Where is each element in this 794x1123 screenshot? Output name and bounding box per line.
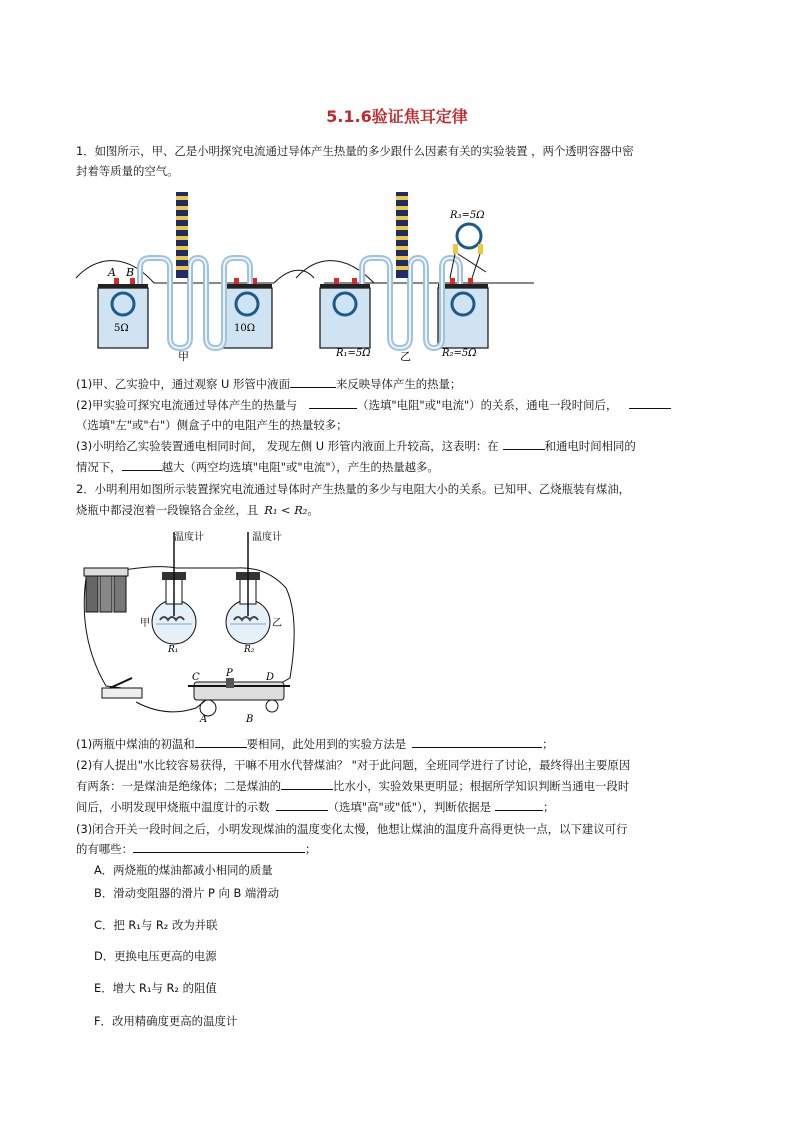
q2-part3-line1: (3)闭合开关一段时间之后，小明发现煤油的温度变化太慢，他想让煤油的温度升高得更快一点，以下建议可行: [76, 822, 628, 836]
option-e[interactable]: E．增大 R₁与 R₂ 的阻值: [94, 981, 217, 995]
r3-label: R₃=5Ω: [450, 210, 485, 221]
q2-p1-blank2[interactable]: [412, 736, 542, 748]
q1-p2-text-a: (2)甲实验可探究电流通过导体产生的热量与: [76, 398, 298, 412]
rheostat-b-label: B: [246, 714, 254, 725]
q1-part1: [76, 375, 461, 393]
q2-p3-text-c: ；: [304, 842, 317, 856]
q2-stem-line1: 2．小明利用如图所示装置探究电流通过导体时产生热量的多少与电阻大小的关系。已知甲、乙烧瓶装有煤油，: [76, 482, 630, 496]
q2-p2-text-f: ；: [543, 800, 555, 814]
page-title: 5.1.6验证焦耳定律: [326, 107, 468, 126]
option-f[interactable]: F．改用精确度更高的温度计: [94, 1014, 238, 1028]
q1-p1-text-a: (1)甲、乙实验中，通过观察 U 形管中液面: [76, 377, 290, 391]
q1-part2-line2: （选填"左"或"右"）侧盒子中的电阻产生的热量较多；: [76, 418, 348, 432]
q1-p3-text-c: 情况下，: [76, 460, 122, 474]
q2-p2-blank2[interactable]: [276, 799, 328, 811]
r-left-label: 5Ω: [114, 323, 129, 334]
q2-p2-blank3[interactable]: [495, 799, 543, 811]
q1-p3-text-b: 和通电时间相同的: [544, 439, 636, 453]
q2-p2-blank1[interactable]: [281, 778, 333, 790]
q2-part2-line2: [76, 777, 629, 795]
q1-p3-text-d: 越大（两空均选填"电阻"或"电流"），产生的热量越多。: [161, 460, 439, 474]
q2-apparatus-figure: [76, 528, 306, 728]
q2-part2-line1: (2)有人提出"水比较容易获得，干嘛不用水代替煤油？ "对于此问题，全班同学进行了讨论，最终得出主要原因: [76, 758, 631, 772]
option-c[interactable]: C．把 R₁与 R₂ 改为并联: [94, 918, 218, 932]
q1-p1-text-b: 来反映导体产生的热量；: [335, 377, 462, 391]
label-b: B: [126, 266, 135, 279]
q1-p1-blank[interactable]: [290, 376, 336, 388]
option-d[interactable]: D．更换电压更高的电源: [94, 949, 217, 963]
r2-label: R₂=5Ω: [442, 348, 477, 359]
thermo-left-label: 温度计: [174, 532, 204, 543]
flask-yi-label: 乙: [272, 618, 282, 629]
q1-p3-blank2[interactable]: [122, 459, 162, 471]
q1-part2-line1: [76, 396, 671, 414]
fig-jia-caption: 甲: [178, 350, 189, 363]
q1-apparatus-figure: [74, 188, 544, 368]
q2-p3-blank[interactable]: [133, 841, 305, 853]
q2-p2-text-b: 有两条：一是煤油是绝缘体；二是煤油的: [76, 779, 282, 793]
q2-p1-text-a: (1)两瓶中煤油的初温和: [76, 737, 195, 751]
q1-p2-blank1[interactable]: [309, 397, 357, 409]
q1-p2-blank2[interactable]: [629, 397, 671, 409]
q2-p1-text-c: ；: [542, 737, 554, 751]
rheostat-d-label: D: [266, 672, 275, 683]
thermo-right-label: 温度计: [252, 532, 282, 543]
q2-stem-line2: [76, 501, 319, 519]
q2-p2-text-e: （选填"高"或"低"），判断依据是: [327, 800, 491, 814]
r-right-label: 10Ω: [234, 323, 256, 334]
label-a: A: [108, 266, 116, 279]
flask-r2-label: R₂: [244, 645, 255, 655]
option-a[interactable]: A．两烧瓶的煤油都减小相同的质量: [94, 863, 273, 877]
q2-p1-text-b: 要相同，此处用到的实验方法是: [246, 737, 407, 751]
q2-part3-line2: [76, 840, 316, 858]
option-b[interactable]: B．滑动变阻器的滑片 P 向 B 端滑动: [94, 886, 280, 900]
q2-p2-text-d: 间后，小明发现甲烧瓶中温度计的示数: [76, 800, 270, 814]
q1-p3-blank1[interactable]: [503, 438, 545, 450]
r1-label: R₁=5Ω: [336, 348, 371, 359]
q1-stem-line1: 1．如图所示，甲、乙是小明探究电流通过导体产生热量的多少跟什么因素有关的实验装置 ，两个透明容器中密: [76, 144, 634, 158]
q1-part3-line2: [76, 458, 439, 476]
rheostat-a-label: A: [200, 714, 208, 725]
q2-part1: [76, 735, 554, 753]
rheostat-p-label: P: [226, 668, 233, 679]
q1-p2-text-b: （选填"电阻"或"电流"）的关系，通电一段时间后，: [357, 398, 618, 412]
fig-yi-caption: 乙: [400, 350, 411, 363]
fig-yi: [296, 192, 534, 363]
q1-part3-line1: [76, 437, 636, 455]
flask-jia-label: 甲: [140, 618, 150, 629]
q2-stem-text: 烧瓶中都浸泡着一段镍铬合金丝，且: [76, 503, 259, 517]
q2-p2-text-c: 比水小，实验效果更明显；根据所学知识判断当通电一段时: [333, 779, 630, 793]
q2-p1-blank1[interactable]: [195, 736, 247, 748]
rheostat-c-label: C: [192, 672, 200, 683]
q2-part2-line3: [76, 798, 554, 816]
fig-jia: [76, 192, 314, 363]
q2-p3-text-b: 的有哪些：: [76, 842, 133, 856]
q2-stem-math: R₁ < R₂: [264, 503, 308, 517]
q1-p3-text-a: (3)小明给乙实验装置通电相同时间， 发现左侧 U 形管内液面上升较高，这表明：在: [76, 439, 499, 453]
q2-stem-end: 。: [307, 503, 319, 517]
q1-stem-line2: 封着等质量的空气。: [76, 164, 179, 178]
flask-r1-label: R₁: [168, 645, 179, 655]
